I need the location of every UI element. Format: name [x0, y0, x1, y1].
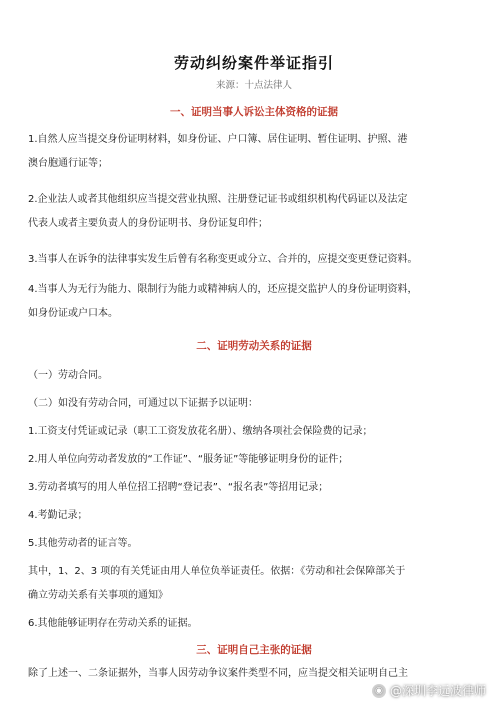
paragraph [28, 128, 480, 176]
paragraph-line: 5.其他劳动者的证言等。 [28, 538, 138, 549]
paragraph-line: 确立劳动关系有关事项的通知》 [28, 590, 168, 601]
paragraph-line: 3.当事人在诉争的法律事实发生后曾有名称变更或分立、合并的，应提交变更登记资料。 [28, 254, 418, 265]
paragraph [28, 364, 480, 388]
paragraph [28, 448, 480, 472]
document-title: 劳动纠纷案件举证指引 [173, 54, 334, 72]
paragraph [28, 560, 480, 608]
paragraph-line: 1.工资支付凭证或记录（职工工资发放花名册）、缴纳各项社会保险费的记录； [28, 426, 373, 437]
paragraph-line: （一）劳动合同。 [28, 370, 108, 381]
document-source: 来源：十点法律人 [215, 80, 292, 91]
section-heading-3: 三、证明自己主张的证据 [196, 644, 312, 656]
paragraph-line: 4.当事人为无行为能力、限制行为能力或精神病人的，还应提交监护人的身份证明资料， [28, 284, 418, 295]
paragraph [28, 504, 480, 528]
paragraph-line: 4.考勤记录； [28, 510, 88, 521]
paragraph-line: 6.其他能够证明存在劳动关系的证据。 [28, 618, 198, 629]
paragraph-line: 2.用人单位向劳动者发放的“工作证”、“服务证”等能够证明身份的证件； [28, 454, 349, 465]
paragraph-line: 其中，1、2、3 项的有关凭证由用人单位负举证责任。依据：《劳动和社会保障部关于 [28, 566, 406, 577]
paragraph [28, 248, 480, 272]
paragraph-line: 1.自然人应当提交身份证明材料，如身份证、户口簿、居住证明、暂住证明、护照、港 [28, 134, 408, 145]
paragraph [28, 392, 480, 416]
paragraph-line: 除了上述一、二条证据外，当事人因劳动争议案件类型不同，应当提交相关证明自己主 [28, 668, 408, 679]
paragraph [28, 612, 480, 636]
paragraph-line: （二）如没有劳动合同，可通过以下证据予以证明： [28, 398, 258, 409]
paragraph-line: 澳台胞通行证等； [28, 158, 108, 169]
watermark-text: @深圳李远波律师 [389, 684, 486, 698]
paragraph-line: 3.劳动者填写的用人单位招工招聘“登记表”、“报名表”等招用记录； [28, 482, 329, 493]
paragraph [28, 532, 480, 556]
paragraph [28, 278, 480, 326]
section-heading-1: 一、证明当事人诉讼主体资格的证据 [170, 106, 338, 118]
toutiao-logo-icon: ◉ [372, 684, 386, 698]
watermark [372, 682, 486, 699]
paragraph [28, 476, 480, 500]
paragraph-line: 如身份证或户口本。 [28, 308, 118, 319]
paragraph-line: 代表人或者主要负责人的身份证明书、身份证复印件； [28, 218, 268, 229]
paragraph [28, 188, 480, 236]
paragraph [28, 420, 480, 444]
section-heading-2: 二、证明劳动关系的证据 [196, 340, 312, 352]
paragraph-line: 2.企业法人或者其他组织应当提交营业执照、注册登记证书或组织机构代码证以及法定 [28, 194, 408, 205]
